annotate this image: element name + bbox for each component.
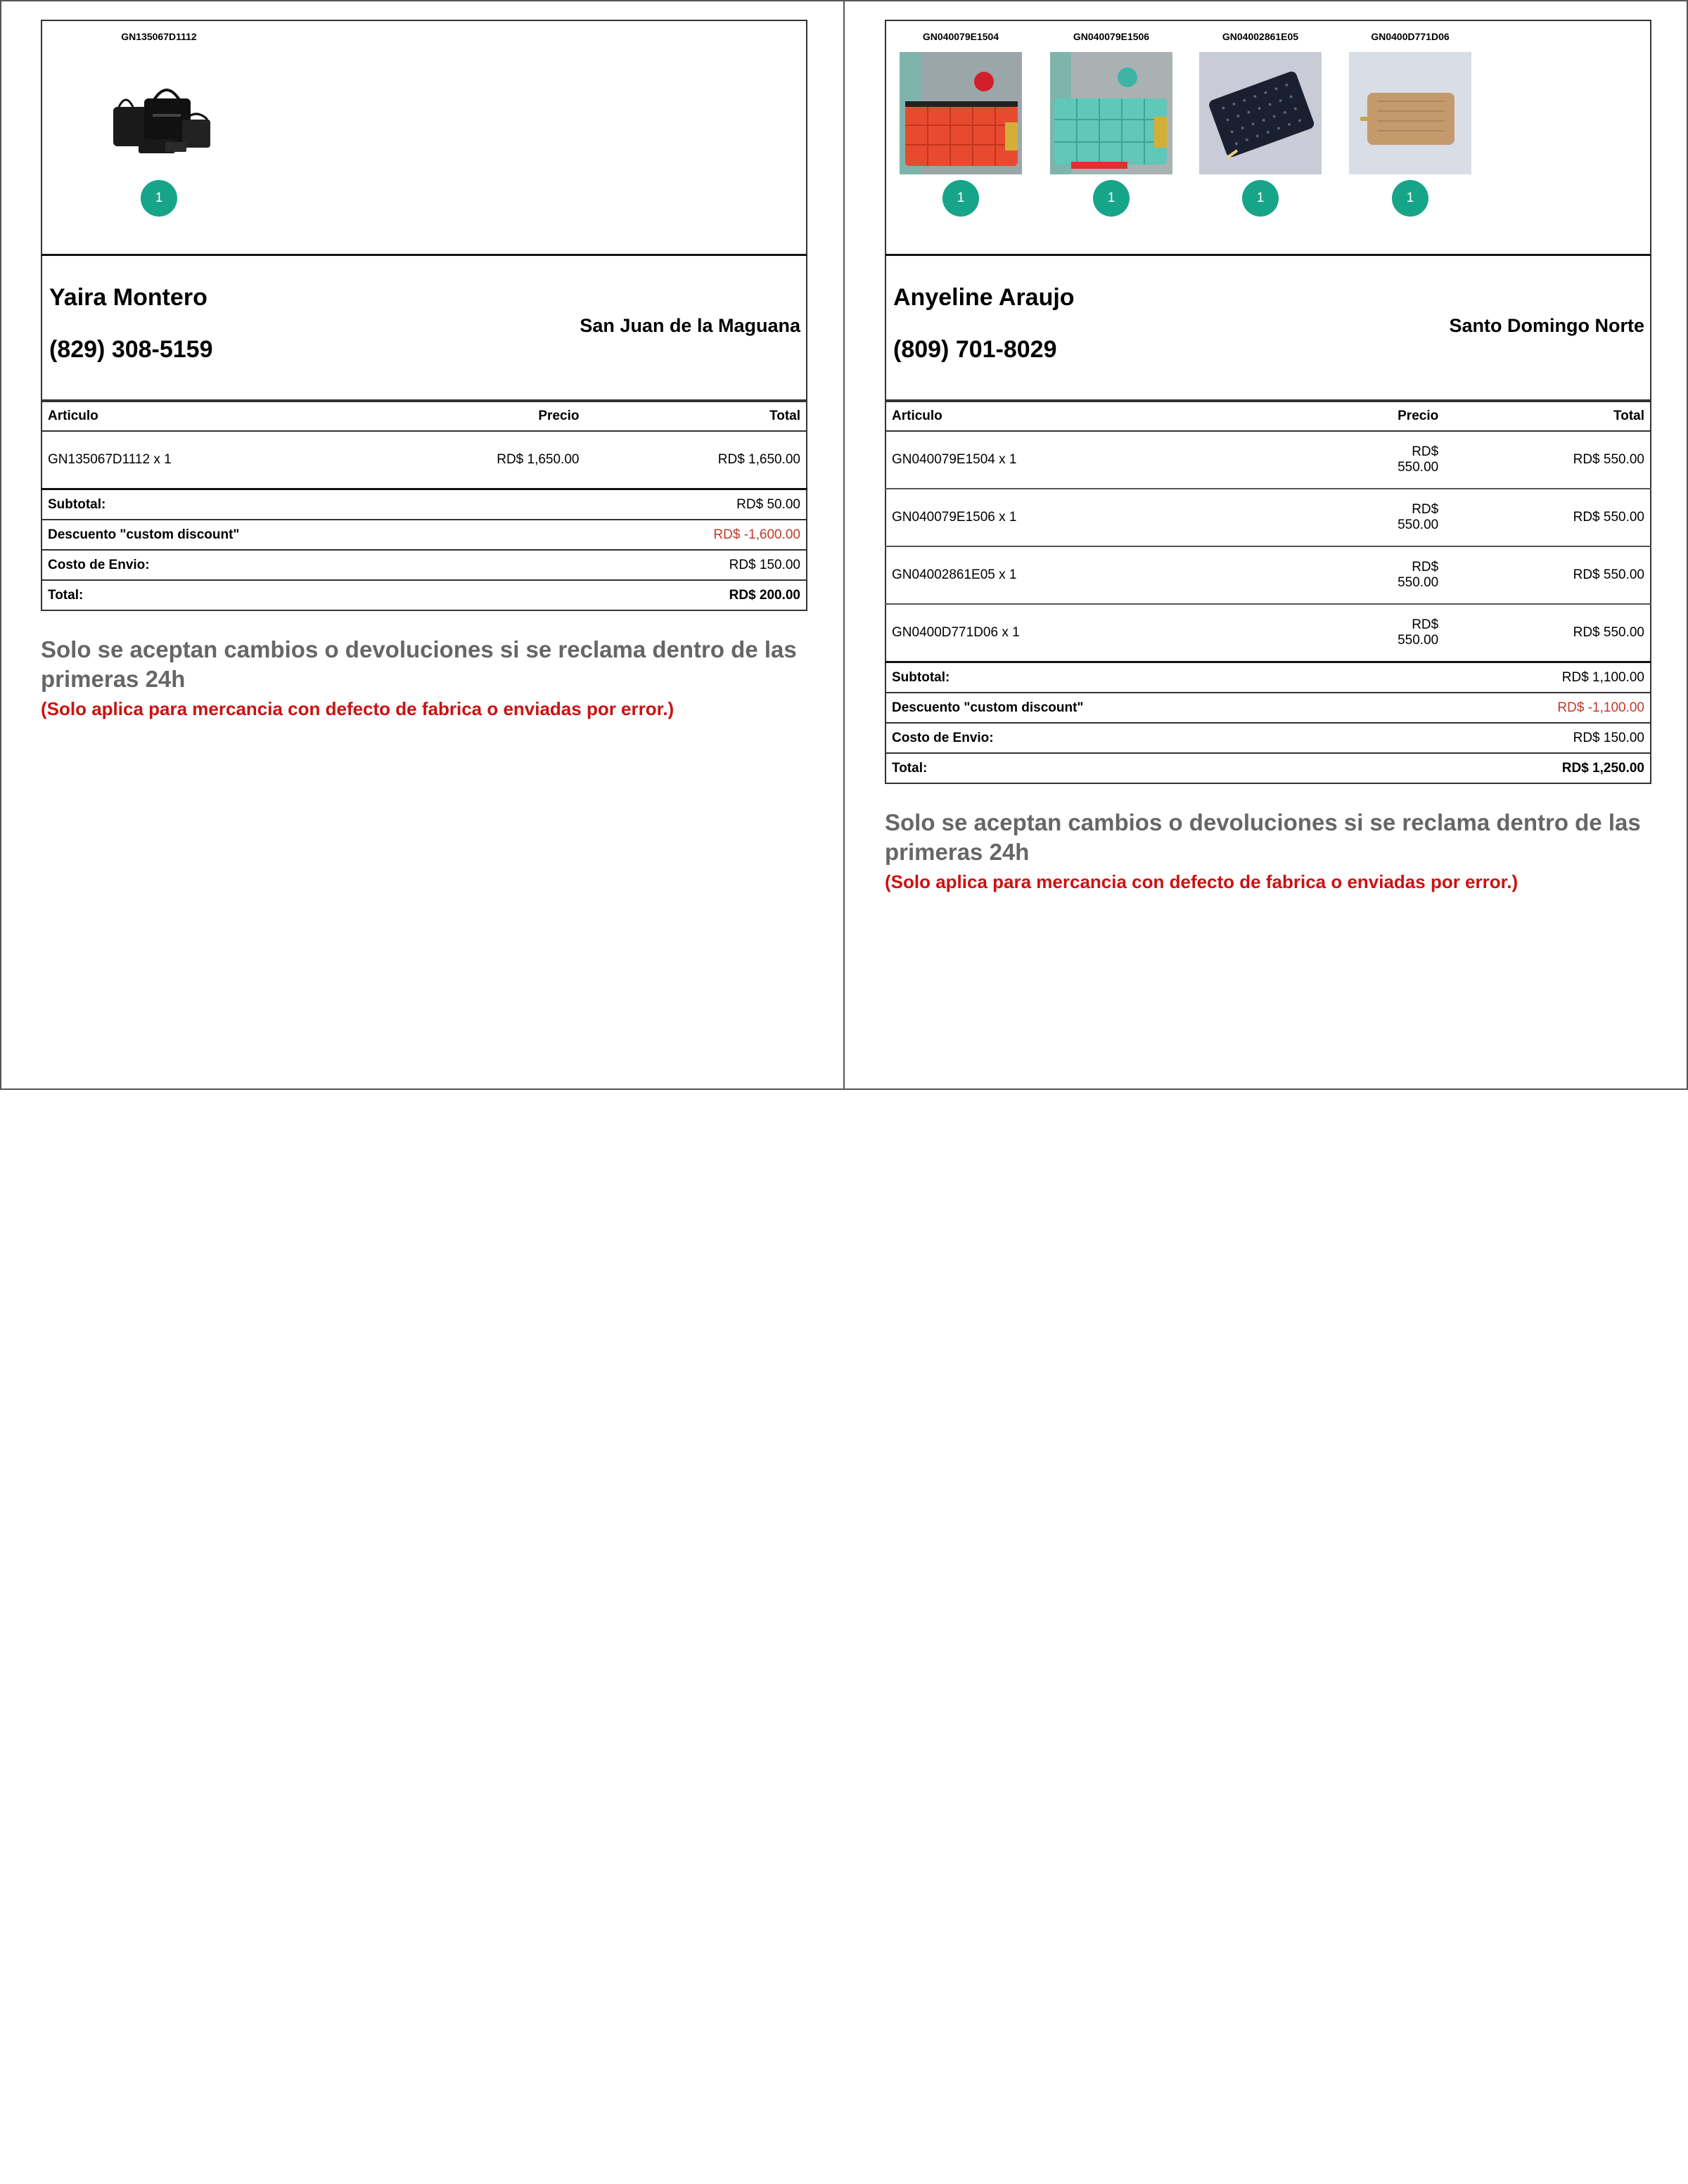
row-item: GN135067D1112 x 1 [41, 431, 462, 489]
subtotal-label: Subtotal: [885, 663, 1400, 693]
subtotal-label: Subtotal: [41, 490, 556, 520]
discount-value: RD$ -1,100.00 [1400, 693, 1651, 723]
subtotal-value: RD$ 1,100.00 [1400, 663, 1651, 693]
product-card [1348, 28, 1472, 217]
black-studded-wallet-icon [1199, 52, 1322, 174]
product-card [97, 28, 221, 217]
totals-table [41, 490, 807, 611]
shipping-value: RD$ 150.00 [1400, 723, 1651, 753]
red-quilted-clutch-icon [900, 52, 1022, 174]
customer-name: Anyeline Araujo [893, 284, 1075, 311]
total-row [885, 753, 1651, 783]
row-price: RD$ 550.00 [1375, 546, 1444, 604]
product-gallery [885, 20, 1651, 256]
row-total: RD$ 550.00 [1444, 431, 1651, 489]
total-row [41, 580, 807, 610]
row-total: RD$ 550.00 [1444, 489, 1651, 546]
product-code: GN040079E1504 [922, 31, 999, 42]
invoice-page-right [843, 0, 1688, 1090]
subtotal-row [885, 663, 1651, 693]
product-card [1198, 28, 1322, 217]
quantity-badge: 1 [942, 180, 979, 217]
quantity-badge: 1 [141, 180, 177, 217]
customer-city: San Juan de la Maguana [580, 315, 800, 336]
product-code: GN040079E1506 [1073, 31, 1150, 42]
table-row [885, 604, 1651, 662]
invoice-page-left [0, 0, 845, 1090]
subtotal-row [41, 490, 807, 520]
row-item: GN040079E1506 x 1 [885, 489, 1375, 546]
customer-info [885, 256, 1651, 402]
shipping-row [885, 723, 1651, 753]
return-policy-note: (Solo aplica para mercancia con defecto de fabrica o enviadas por error.) [41, 698, 674, 719]
row-item: GN0400D771D06 x 1 [885, 604, 1375, 662]
column-header-price: Precio [1375, 402, 1444, 431]
table-row [885, 546, 1651, 604]
totals-table [885, 663, 1651, 784]
return-policy: Solo se aceptan cambios o devoluciones si se reclama dentro de las primeras 24h [885, 809, 1641, 865]
subtotal-value: RD$ 50.00 [556, 490, 807, 520]
customer-name: Yaira Montero [49, 284, 207, 311]
table-row [41, 431, 807, 489]
column-header-item: Articulo [885, 402, 1375, 431]
total-label: Total: [41, 580, 556, 610]
table-header-row [41, 402, 807, 431]
items-table [885, 402, 1651, 663]
teal-quilted-clutch-icon [1050, 52, 1172, 174]
shipping-label: Costo de Envio: [885, 723, 1400, 753]
shipping-row [41, 550, 807, 580]
quantity-badge: 1 [1392, 180, 1428, 217]
product-card [1049, 28, 1173, 217]
table-header-row [885, 402, 1651, 431]
total-label: Total: [885, 753, 1400, 783]
row-price: RD$ 550.00 [1375, 489, 1444, 546]
return-policy-note: (Solo aplica para mercancia con defecto de fabrica o enviadas por error.) [885, 871, 1518, 892]
table-row [885, 431, 1651, 489]
discount-row [41, 520, 807, 550]
product-card [899, 28, 1023, 217]
row-total: RD$ 550.00 [1444, 604, 1651, 662]
black-handbag-set-icon [98, 52, 220, 174]
tan-wallet-icon [1349, 52, 1471, 174]
shipping-value: RD$ 150.00 [556, 550, 807, 580]
customer-city: Santo Domingo Norte [1449, 315, 1644, 336]
total-value: RD$ 1,250.00 [1400, 753, 1651, 783]
column-header-total: Total [584, 402, 807, 431]
shipping-label: Costo de Envio: [41, 550, 556, 580]
total-value: RD$ 200.00 [556, 580, 807, 610]
row-item: GN040079E1504 x 1 [885, 431, 1375, 489]
customer-phone: (809) 701-8029 [893, 336, 1057, 363]
row-price: RD$ 550.00 [1375, 604, 1444, 662]
row-total: RD$ 1,650.00 [584, 431, 807, 489]
product-code: GN0400D771D06 [1371, 31, 1450, 42]
discount-label: Descuento "custom discount" [41, 520, 556, 550]
discount-value: RD$ -1,600.00 [556, 520, 807, 550]
product-code: GN135067D1112 [121, 31, 197, 42]
return-policy: Solo se aceptan cambios o devoluciones si se reclama dentro de las primeras 24h [41, 636, 797, 692]
order-packing-slip [41, 20, 807, 720]
table-row [885, 489, 1651, 546]
quantity-badge: 1 [1093, 180, 1130, 217]
discount-row [885, 693, 1651, 723]
items-table [41, 402, 807, 490]
row-item: GN04002861E05 x 1 [885, 546, 1375, 604]
column-header-item: Articulo [41, 402, 462, 431]
quantity-badge: 1 [1242, 180, 1279, 217]
row-total: RD$ 550.00 [1444, 546, 1651, 604]
discount-label: Descuento "custom discount" [885, 693, 1400, 723]
customer-phone: (829) 308-5159 [49, 336, 213, 363]
customer-info [41, 256, 807, 402]
column-header-total: Total [1444, 402, 1651, 431]
product-code: GN04002861E05 [1222, 31, 1299, 42]
product-gallery [41, 20, 807, 256]
row-price: RD$ 550.00 [1375, 431, 1444, 489]
row-price: RD$ 1,650.00 [462, 431, 584, 489]
column-header-price: Precio [462, 402, 584, 431]
order-packing-slip [885, 20, 1651, 893]
